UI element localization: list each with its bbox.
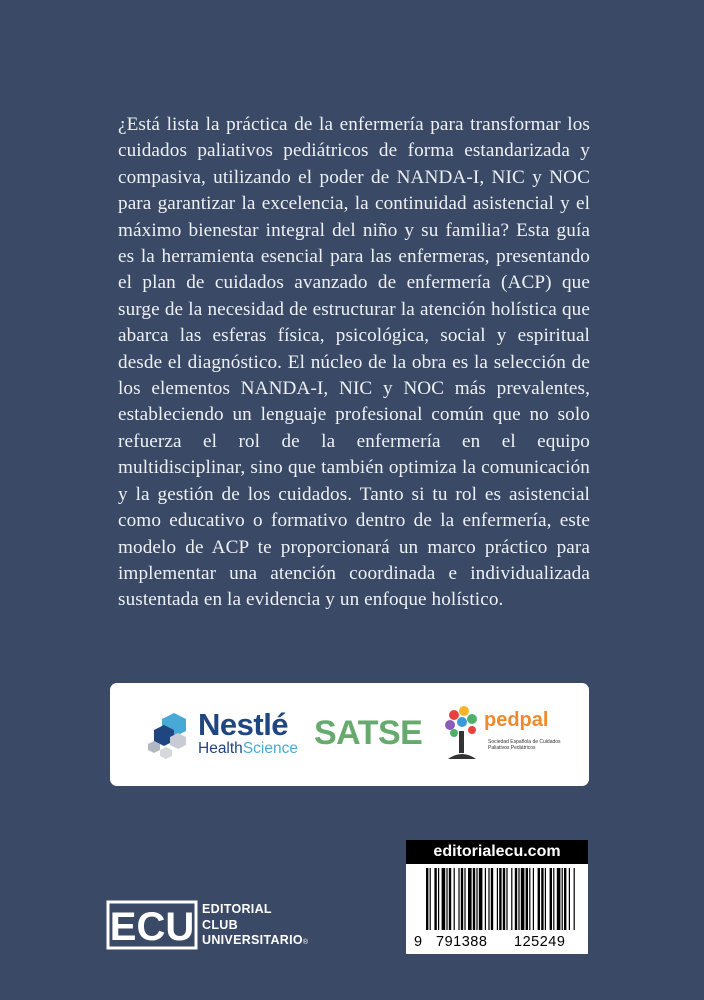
- barcode-bar: [529, 868, 530, 930]
- barcode-bar: [499, 868, 501, 930]
- barcode-bar: [430, 868, 431, 930]
- barcode-bar: [515, 868, 517, 930]
- health-science-label: [198, 740, 298, 758]
- barcode-bar: [438, 868, 439, 930]
- barcode-bar: [526, 868, 528, 930]
- barcode-bar: [468, 868, 472, 930]
- science-word: Science: [242, 740, 298, 757]
- barcode-bar: [497, 868, 498, 930]
- barcode-bar: [476, 868, 477, 930]
- barcode-bar: [426, 868, 428, 930]
- nestle-wordmark: Nestlé: [198, 707, 289, 742]
- barcode-bar: [506, 868, 507, 930]
- barcode-bar: [557, 868, 561, 930]
- barcode-digits-right: 125249: [514, 934, 566, 950]
- barcode-bar: [538, 868, 540, 930]
- barcode-bar: [434, 868, 436, 930]
- barcode-bar: [545, 868, 546, 930]
- barcode-digit-first: 9: [414, 934, 423, 950]
- barcode-bar: [562, 868, 563, 930]
- barcode-digits-left: 791388: [436, 934, 488, 950]
- pedpal-society-label: Sociedad Española de Cuidados Paliativos Pediátricos: [488, 739, 561, 751]
- pedpal-tree-icon: [442, 705, 482, 765]
- satse-logo: SATSE: [314, 714, 423, 752]
- barcode-bar: [569, 868, 570, 930]
- barcode-bar: [464, 868, 465, 930]
- barcode-bar: [446, 868, 447, 930]
- barcode-bar: [503, 868, 505, 930]
- nestle-hexagon-icon: [144, 711, 196, 761]
- barcode-bar: [454, 868, 455, 930]
- publisher-line-2: CLUB: [202, 917, 238, 932]
- barcode-bars: [406, 868, 588, 934]
- sponsor-logos-panel: [110, 683, 589, 786]
- barcode-bar: [521, 868, 525, 930]
- health-word: Health: [198, 740, 243, 757]
- nestle-health-science-logo: [144, 707, 304, 763]
- barcode-bar: [488, 868, 489, 930]
- barcode-bar: [533, 868, 534, 930]
- back-cover-blurb: ¿Está lista la práctica de la enfermería para transformar los cuidados paliativos pediátricos de forma estandarizada y compasiva, utilizando el poder de NANDA-I, NIC y NOC para garantizar la excelencia, la continuidad asistencial y el máximo bienestar integral del niño y su familia? Esta guía es la herramienta esencial para las enfermeras, presentando el plan de cuidados avanzado de enfermería (ACP) que surge de la necesidad de estructurar la atención holística que abarca las esferas física, psicológica, social y espiritual desde el diagnóstico. El núcleo de la obra es la selección de los elementos NANDA-I, NIC y NOC más prevalentes, estableciendo un lenguaje profesional común que no solo refuerza el rol de la enfermería en el equipo multidisciplinar, sino que también optimiza la comunicación y la gestión de los cuidados. Tanto si tu rol es asistencial como educativo o formativo dentro de la enfermería, este modelo de ACP te proporcionará un marco práctico para implementar una atención coordinada e individualizada sustentada en la evidencia y un enfoque holístico.: [118, 114, 590, 611]
- barcode-bar: [511, 868, 512, 930]
- barcode-bar: [473, 868, 475, 930]
- barcode-bar: [541, 868, 543, 930]
- pedpal-wordmark: pedpal: [484, 709, 549, 731]
- barcode-bar: [479, 868, 483, 930]
- barcode-bar: [442, 868, 446, 930]
- barcode-bar: [550, 868, 552, 930]
- editorial-club-universitario-logo: [106, 900, 316, 950]
- barcode-bar: [553, 868, 554, 930]
- barcode-bar: [491, 868, 493, 930]
- publisher-url: editorialecu.com: [406, 840, 588, 864]
- barcode-bar: [458, 868, 459, 930]
- ecu-logo-mark: [106, 900, 198, 950]
- barcode-bar: [518, 868, 519, 930]
- barcode-bar: [449, 868, 451, 930]
- barcode-bar: [574, 868, 575, 930]
- barcode-bar: [485, 868, 486, 930]
- ecu-letters: ECU: [109, 905, 195, 949]
- publisher-line-3: UNIVERSITARIO: [202, 933, 303, 947]
- publisher-line-1: EDITORIAL: [202, 902, 272, 916]
- barcode-bar: [564, 868, 566, 930]
- pedpal-logo: [442, 705, 562, 767]
- isbn-barcode: [406, 840, 588, 954]
- publisher-name: [202, 902, 308, 951]
- registered-mark: ®: [302, 939, 309, 946]
- barcode-bar: [461, 868, 463, 930]
